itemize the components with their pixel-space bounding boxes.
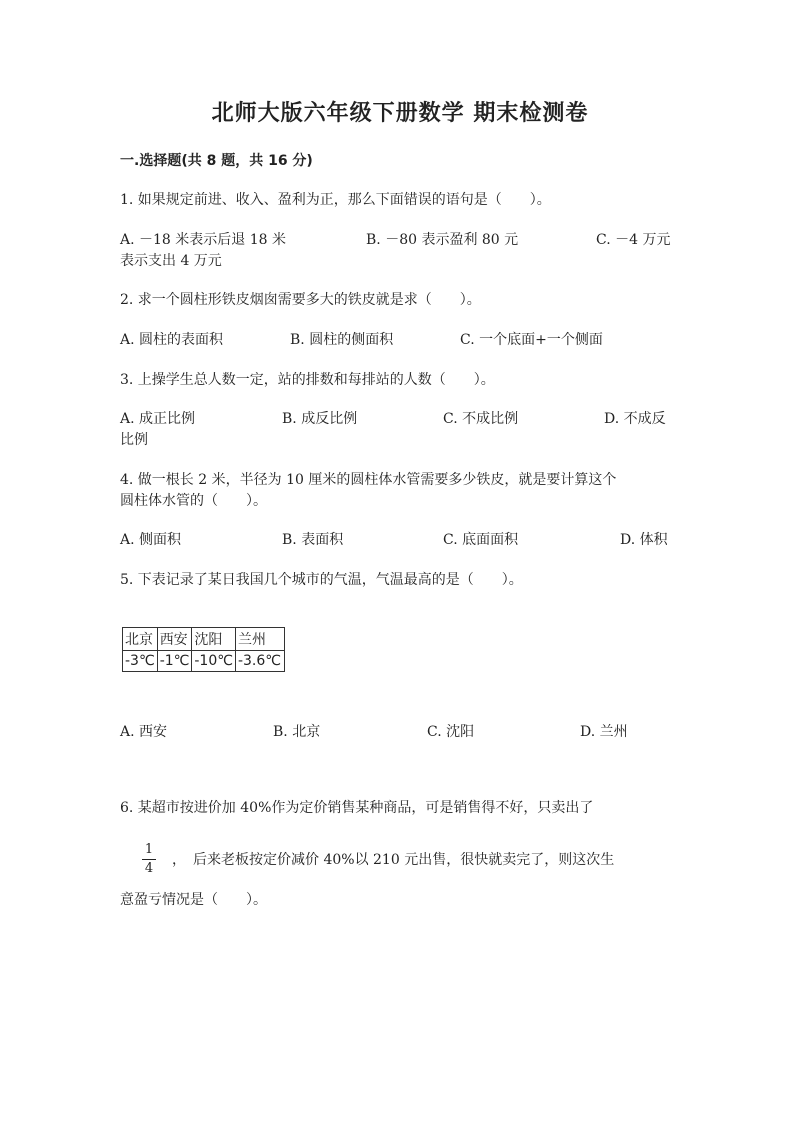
table-cell-city: 沈阳 xyxy=(192,628,236,651)
question-4-option-d: D. 体积 xyxy=(620,532,668,548)
question-2-option-a: A. 圆柱的表面积 xyxy=(120,332,224,348)
table-cell-temperature: -1℃ xyxy=(157,651,192,672)
question-1-option-c-continued: 表示支出 4 万元 xyxy=(120,253,222,269)
fraction-denominator: 4 xyxy=(144,861,154,876)
question-3-option-b: B. 成反比例 xyxy=(282,411,358,427)
question-3-option-d: D. 不成反 xyxy=(604,411,666,427)
table-cell-city: 西安 xyxy=(157,628,192,651)
question-3-stem: 3. 上操学生总人数一定，站的排数和每排站的人数（ ）。 xyxy=(120,372,495,388)
table-row-temperatures xyxy=(123,651,285,672)
question-6-stem-line-1: 6. 某超市按进价加 40%作为定价销售某种商品，可是销售得不好，只卖出了 xyxy=(120,800,594,816)
table-row-cities xyxy=(123,628,285,651)
question-6-stem-line-3: 意盈亏情况是（ ）。 xyxy=(120,892,267,908)
question-5-option-b: B. 北京 xyxy=(273,724,321,740)
question-3-option-a: A. 成正比例 xyxy=(120,411,196,427)
question-5-option-c: C. 沈阳 xyxy=(427,724,475,740)
table-cell-temperature: -3.6℃ xyxy=(235,651,284,672)
fraction-one-quarter xyxy=(142,842,156,877)
question-5-stem: 5. 下表记录了某日我国几个城市的气温，气温最高的是（ ）。 xyxy=(120,572,523,588)
question-1-option-c: C. －4 万元 xyxy=(596,232,671,248)
table-cell-temperature: -10℃ xyxy=(192,651,236,672)
question-4-option-c: C. 底面面积 xyxy=(443,532,519,548)
page-title: 北师大版六年级下册数学 期末检测卷 xyxy=(211,101,589,126)
question-2-stem: 2. 求一个圆柱形铁皮烟囱需要多大的铁皮就是求（ ）。 xyxy=(120,292,481,308)
fraction-numerator: 1 xyxy=(144,842,154,857)
question-3-option-d-continued: 比例 xyxy=(120,432,148,448)
table-cell-city: 北京 xyxy=(123,628,158,651)
question-2-option-b: B. 圆柱的侧面积 xyxy=(290,332,394,348)
question-1-option-b: B. －80 表示盈利 80 元 xyxy=(366,232,519,248)
table-cell-city: 兰州 xyxy=(235,628,284,651)
question-2-option-c: C. 一个底面+一个侧面 xyxy=(460,332,603,348)
fraction-bar xyxy=(142,859,156,860)
question-5-option-d: D. 兰州 xyxy=(580,724,628,740)
question-1-stem: 1. 如果规定前进、收入、盈利为正，那么下面错误的语句是（ ）。 xyxy=(120,192,551,208)
question-6-stem-line-2: ， 后来老板按定价减价 40%以 210 元出售，很快就卖完了，则这次生 xyxy=(172,852,615,868)
question-3-option-c: C. 不成比例 xyxy=(443,411,519,427)
table-cell-temperature: -3℃ xyxy=(123,651,158,672)
question-5-option-a: A. 西安 xyxy=(120,724,168,740)
question-1-option-a: A. －18 米表示后退 18 米 xyxy=(120,232,286,248)
temperature-table xyxy=(122,627,285,672)
question-4-option-a: A. 侧面积 xyxy=(120,532,182,548)
section-heading: 一.选择题(共 8 题，共 16 分) xyxy=(120,153,313,169)
question-4-option-b: B. 表面积 xyxy=(282,532,344,548)
question-4-stem-line-2: 圆柱体水管的（ ）。 xyxy=(120,493,267,509)
question-4-stem-line-1: 4. 做一根长 2 米，半径为 10 厘米的圆柱体水管需要多少铁皮，就是要计算这个 xyxy=(120,472,617,488)
